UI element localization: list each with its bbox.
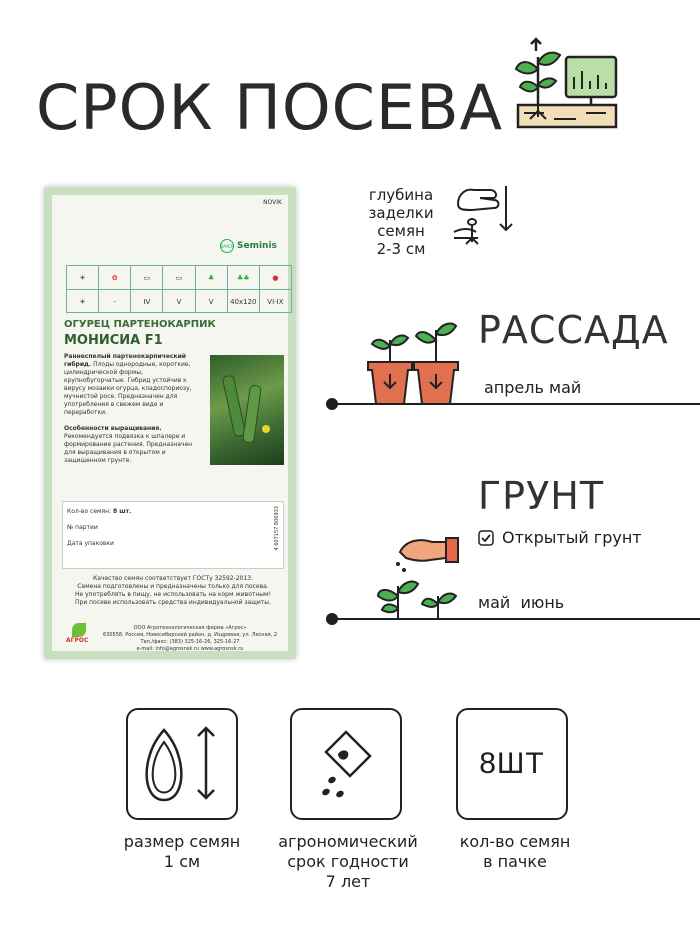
packet-company-info: ООО Агротехнологическая фирма «Агрос» 630558, Россия, Новосибирский район, д. Издревая, ул. Лесная, 2 Тел./факс: (383) 325-16-26, 325-16-27 e-mail: info@agrosnsk.ru www.agrosnsk.ru: [102, 625, 277, 652]
packet-info-table: ☀ ✿ ▭ ▭ ♣ ♣♣ ● ☀ - IV V V 40x120 VI-IX: [66, 265, 292, 313]
shelf-life-caption: агрономический срок годности 7 лет: [278, 832, 418, 891]
page-title: СРОК ПОСЕВА: [36, 71, 504, 144]
seed-count-value: 8ШТ: [479, 747, 545, 780]
cucumber-photo: [210, 355, 284, 465]
seed-size-caption: размер семян 1 см: [123, 832, 241, 871]
packet-description: Раннеспелый партенокарпический гибрид. Плоды однородные, короткие, цилиндрической формы, крупнобугорчатые. Гибрид устойчив к вирусу мозаики огурца, кладоспориозу, мучнистой росе. Предназначен для употребления в свежем виде и переработки. Особенности выращивания. Рекомендуется подвязка к шпалере и формирование растения. Предназначен для выращивания в открытом и защищенном грунте.: [64, 353, 193, 464]
seedling-pots-icon: [366, 314, 464, 406]
packet-brand-top: NOVIK: [263, 199, 282, 206]
checkbox-checked-icon: [478, 530, 494, 546]
depth-text: глубина заделки семян 2-3 см: [368, 186, 434, 258]
seed-size-box: [126, 708, 238, 820]
ground-heading: ГРУНТ: [478, 474, 605, 518]
sowing-depth-icon: [450, 182, 518, 252]
ground-timeline: [330, 618, 700, 620]
packet-label-box: Кол-во семян: 8 шт. № партии Дата упаковки 4 607157 806933: [62, 501, 284, 569]
seed-packet-box: [290, 708, 402, 820]
seedling-heading: РАССАДА: [478, 308, 669, 352]
seed-count-caption: кол-во семян в пачке: [459, 832, 571, 871]
seedling-timeline: [330, 403, 700, 405]
packet-subtitle: ОГУРЕЦ ПАРТЕНОКАРПИК: [64, 319, 216, 330]
seedling-months: апрель май: [484, 378, 582, 397]
packet-name: МОНИСИА F1: [64, 333, 163, 348]
seed-count-box: [456, 708, 568, 820]
seminis-logo: BAYER Seminis: [220, 241, 277, 251]
open-ground-option: Открытый грунт: [478, 528, 642, 547]
seed-packet-icon: [292, 710, 400, 818]
seed-packet-photo: [44, 187, 296, 659]
packet-quality-note: Качество семян соответствует ГОСТу 32592-2013. Семена подготовлены и предназначены только для посева. Не употреблять в пищу, не использовать на корм животным! При посеве использовать средства индивидуальной защиты.: [75, 575, 271, 606]
agros-logo: АГРОС: [66, 623, 94, 651]
ground-months: май июнь: [478, 593, 565, 612]
sprout-soil-icon: [510, 35, 622, 135]
seed-size-icon: [128, 710, 236, 818]
hand-planting-icon: [374, 530, 464, 622]
